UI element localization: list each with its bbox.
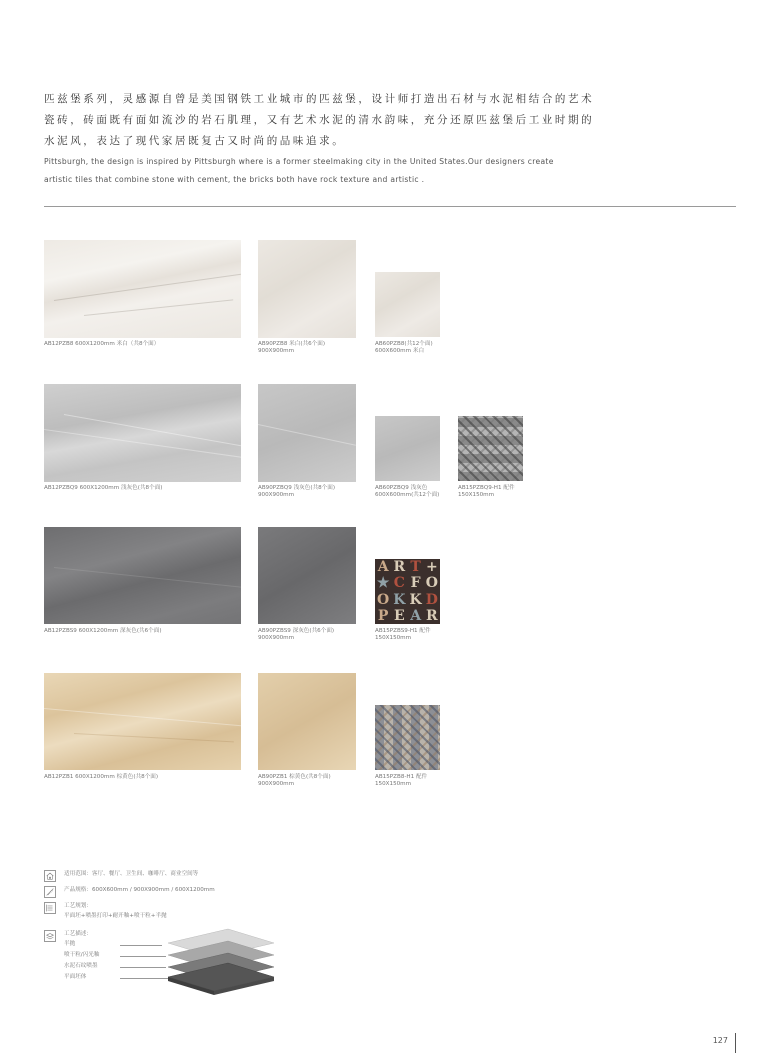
layer-label-4: 平面坯体 — [64, 974, 87, 980]
art-letter: K — [409, 591, 422, 608]
art-letter: R — [426, 607, 438, 624]
tile-ab15pzbs9-h1 — [375, 559, 440, 624]
tile-ab15pzbq9-h1 — [458, 416, 523, 481]
art-letter: O — [377, 591, 390, 608]
tile-ab60pzbq9 — [375, 416, 440, 481]
ruler-icon — [44, 886, 56, 898]
caption-ab90pzb8: AB90PZB8 米白(共6个面) 900X900mm — [258, 341, 326, 355]
layer-label-3: 水泥石纹喷墨 — [64, 963, 98, 969]
art-letter: R — [393, 559, 406, 576]
art-letter: C — [393, 575, 405, 592]
page-number-bar — [735, 1033, 736, 1053]
sizes-text: 产品规格：600X600mm / 900X900mm / 600X1200mm — [64, 887, 215, 893]
layers-icon — [44, 930, 56, 942]
caption-ab90pzbs9: AB90PZBS9 深灰色(共6个面) 900X900mm — [258, 628, 335, 642]
tile-ab12pzbs9 — [44, 527, 241, 624]
layer-leader-1 — [120, 945, 162, 946]
usage-text: 适用范围：客厅、餐厅、卫生间、咖啡厅、商业空间等 — [64, 871, 199, 877]
tile-ab12pzbq9 — [44, 384, 241, 482]
art-letter: ★ — [376, 575, 390, 592]
page-number: 127 — [712, 1036, 728, 1045]
intro-cn-line-1: 匹兹堡系列，灵感源自曾是美国钢铁工业城市的匹兹堡，设计师打造出石材与水泥相结合的艺术 — [44, 93, 595, 105]
layer-label-1: 半抛 — [64, 941, 76, 947]
intro-en-line-1: Pittsburgh, the design is inspired by Pittsburgh where is a former steelmaking city in the United States.Our designers create — [44, 157, 554, 166]
layer-label-2: 喷干粒/闪光釉 — [64, 952, 100, 958]
tile-ab90pzbs9 — [258, 527, 356, 624]
art-letter: K — [393, 591, 406, 608]
art-letter: A — [377, 559, 389, 576]
caption-ab90pzb1: AB90PZB1 棕黄色(共8个面) 900X900mm — [258, 774, 331, 788]
caption-ab15pzbq9-h1: AB15PZBQ9-H1 配件 150X150mm — [458, 485, 515, 499]
caption-ab15pzbs9-h1: AB15PZBS9-H1 配件 150X150mm — [375, 628, 431, 642]
caption-ab90pzbq9: AB90PZBQ9 浅灰色(共8个面) 900X900mm — [258, 485, 336, 499]
art-letter: E — [394, 607, 405, 624]
art-letter: D — [425, 591, 438, 608]
art-letter: + — [426, 559, 438, 576]
caption-ab60pzb8: AB60PZB8(共12个面) 600X600mm 米白 — [375, 341, 433, 355]
art-letter: F — [410, 575, 421, 592]
intro-english — [44, 153, 644, 189]
intro-cn-line-3: 水泥风，表达了现代家居既复古又时尚的品味追求。 — [44, 135, 346, 147]
house-icon — [44, 870, 56, 882]
tile-ab12pzb8 — [44, 240, 241, 338]
caption-ab12pzbq9: AB12PZBQ9 600X1200mm 浅灰色(共8个面) — [44, 485, 163, 491]
process-value: 平面坯+喷墨打印+耐开釉+喷干粒+半抛 — [64, 913, 167, 919]
tile-ab15pzb8-h1 — [375, 705, 440, 770]
layer-diagram — [158, 925, 278, 997]
art-letter: A — [410, 607, 422, 624]
intro-en-line-2: artistic tiles that combine stone with cement, the bricks both have rock texture and artistic . — [44, 175, 425, 184]
tile-ab90pzb8 — [258, 240, 356, 338]
art-letter: O — [425, 575, 438, 592]
process-title: 工艺规划： — [64, 903, 92, 909]
caption-ab12pzb1: AB12PZB1 600X1200mm 棕黄色(共8个面) — [44, 774, 159, 780]
caption-ab12pzb8: AB12PZB8 600X1200mm 米白（共8个面） — [44, 341, 160, 347]
caption-ab12pzbs9: AB12PZBS9 600X1200mm 深灰色(共6个面) — [44, 628, 162, 634]
craft-title: 工艺描述： — [64, 931, 92, 937]
intro-cn-line-2: 瓷砖，砖面既有面如流沙的岩石肌理，又有艺术水泥的清水韵味，充分还原匹兹堡后工业时期的 — [44, 114, 595, 126]
art-letter: P — [377, 607, 389, 624]
tile-ab12pzb1 — [44, 673, 241, 770]
tile-ab90pzbq9 — [258, 384, 356, 482]
tile-ab60pzb8 — [375, 272, 440, 337]
list-icon — [44, 902, 56, 914]
caption-ab60pzbq9: AB60PZBQ9 浅灰色 600X600mm(共12个面) — [375, 485, 440, 499]
art-letter: T — [410, 559, 421, 576]
divider — [44, 206, 736, 207]
tile-ab90pzb1 — [258, 673, 356, 770]
intro-chinese — [44, 89, 604, 152]
caption-ab15pzb8-h1: AB15PZB8-H1 配件 150X150mm — [375, 774, 428, 788]
